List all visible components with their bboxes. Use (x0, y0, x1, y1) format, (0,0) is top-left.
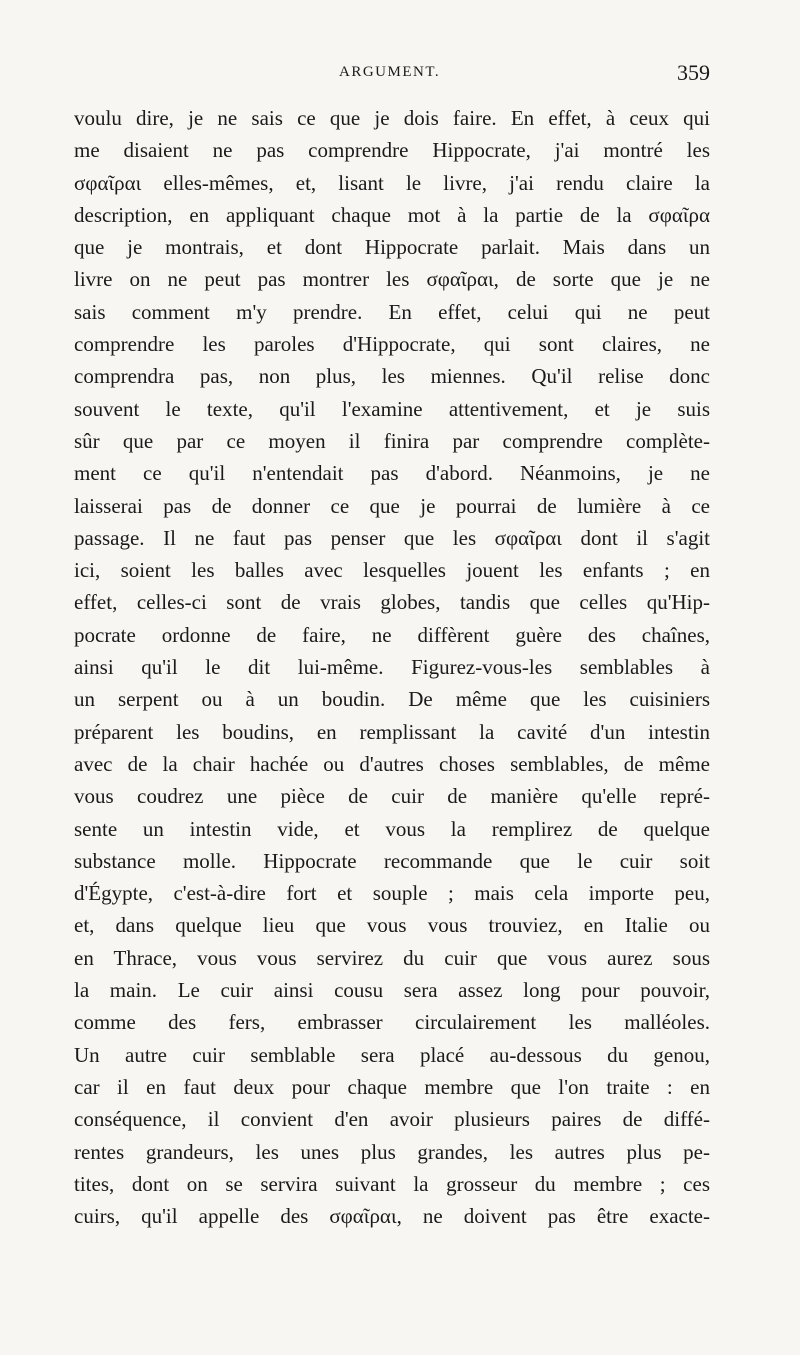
text-line: sente un intestin vide, et vous la remplirez de quelque (74, 816, 710, 841)
page-number: 359 (677, 60, 710, 85)
text-line: un serpent ou à un boudin. De même que les cuisiniers (74, 687, 710, 712)
text-line: livre on ne peut pas montrer les σφαῖραι, de sorte que je ne (74, 267, 710, 292)
text-line: comprendra pas, non plus, les miennes. Qu'il relise donc (74, 364, 710, 389)
running-title: ARGUMENT. (339, 64, 441, 80)
text-line: voulu dire, je ne sais ce que je dois faire. En effet, à ceux qui (74, 106, 710, 130)
text-line: préparent les boudins, en remplissant la cavité d'un intestin (74, 719, 710, 744)
running-head (74, 60, 710, 90)
text-line: conséquence, il convient d'en avoir plusieurs paires de diffé- (74, 1107, 710, 1132)
text-line: laisserai pas de donner ce que je pourrai de lumière à ce (74, 493, 710, 518)
text-line: d'Égypte, c'est-à-dire fort et souple ; mais cela importe peu, (74, 881, 710, 906)
text-line: ment ce qu'il n'entendait pas d'abord. Néanmoins, je ne (74, 461, 710, 486)
text-line: la main. Le cuir ainsi cousu sera assez long pour pouvoir, (74, 978, 710, 1003)
text-line: et, dans quelque lieu que vous vous trouviez, en Italie ou (74, 913, 710, 938)
text-line: tites, dont on se servira suivant la grosseur du membre ; ces (74, 1171, 710, 1196)
text-line: vous coudrez une pièce de cuir de manière qu'elle repré- (74, 784, 710, 809)
text-line: Un autre cuir semblable sera placé au-dessous du genou, (74, 1042, 710, 1067)
text-line: ainsi qu'il le dit lui-même. Figurez-vous-les semblables à (74, 655, 710, 680)
text-line: comprendre les paroles d'Hippocrate, qui sont claires, ne (74, 332, 710, 357)
text-line: sais comment m'y prendre. En effet, celui qui ne peut (74, 299, 710, 324)
text-line: comme des fers, embrasser circulairement les malléoles. (74, 1010, 710, 1035)
text-line: que je montrais, et dont Hippocrate parlait. Mais dans un (74, 235, 710, 260)
text-line: passage. Il ne faut pas penser que les σφαῖραι dont il s'agit (74, 525, 710, 550)
text-line: car il en faut deux pour chaque membre que l'on traite : en (74, 1074, 710, 1099)
body-text (74, 102, 710, 1232)
text-line: avec de la chair hachée ou d'autres choses semblables, de même (74, 751, 710, 776)
text-line: en Thrace, vous vous servirez du cuir que vous aurez sous (74, 945, 710, 970)
text-line: substance molle. Hippocrate recommande que le cuir soit (74, 848, 710, 873)
text-line: pocrate ordonne de faire, ne diffèrent guère des chaînes, (74, 622, 710, 647)
text-line: cuirs, qu'il appelle des σφαῖραι, ne doivent pas être exacte- (74, 1204, 710, 1229)
text-line: rentes grandeurs, les unes plus grandes, les autres plus pe- (74, 1139, 710, 1164)
text-line: σφαῖραι elles-mêmes, et, lisant le livre, j'ai rendu claire la (74, 170, 710, 195)
text-line: sûr que par ce moyen il finira par comprendre complète- (74, 428, 710, 453)
text-line: me disaient ne pas comprendre Hippocrate, j'ai montré les (74, 138, 710, 163)
text-line: effet, celles-ci sont de vrais globes, tandis que celles qu'Hip- (74, 590, 710, 615)
text-line: ici, soient les balles avec lesquelles jouent les enfants ; en (74, 558, 710, 583)
text-line: souvent le texte, qu'il l'examine attentivement, et je suis (74, 396, 710, 421)
text-line: description, en appliquant chaque mot à la partie de la σφαῖρα (74, 202, 710, 227)
